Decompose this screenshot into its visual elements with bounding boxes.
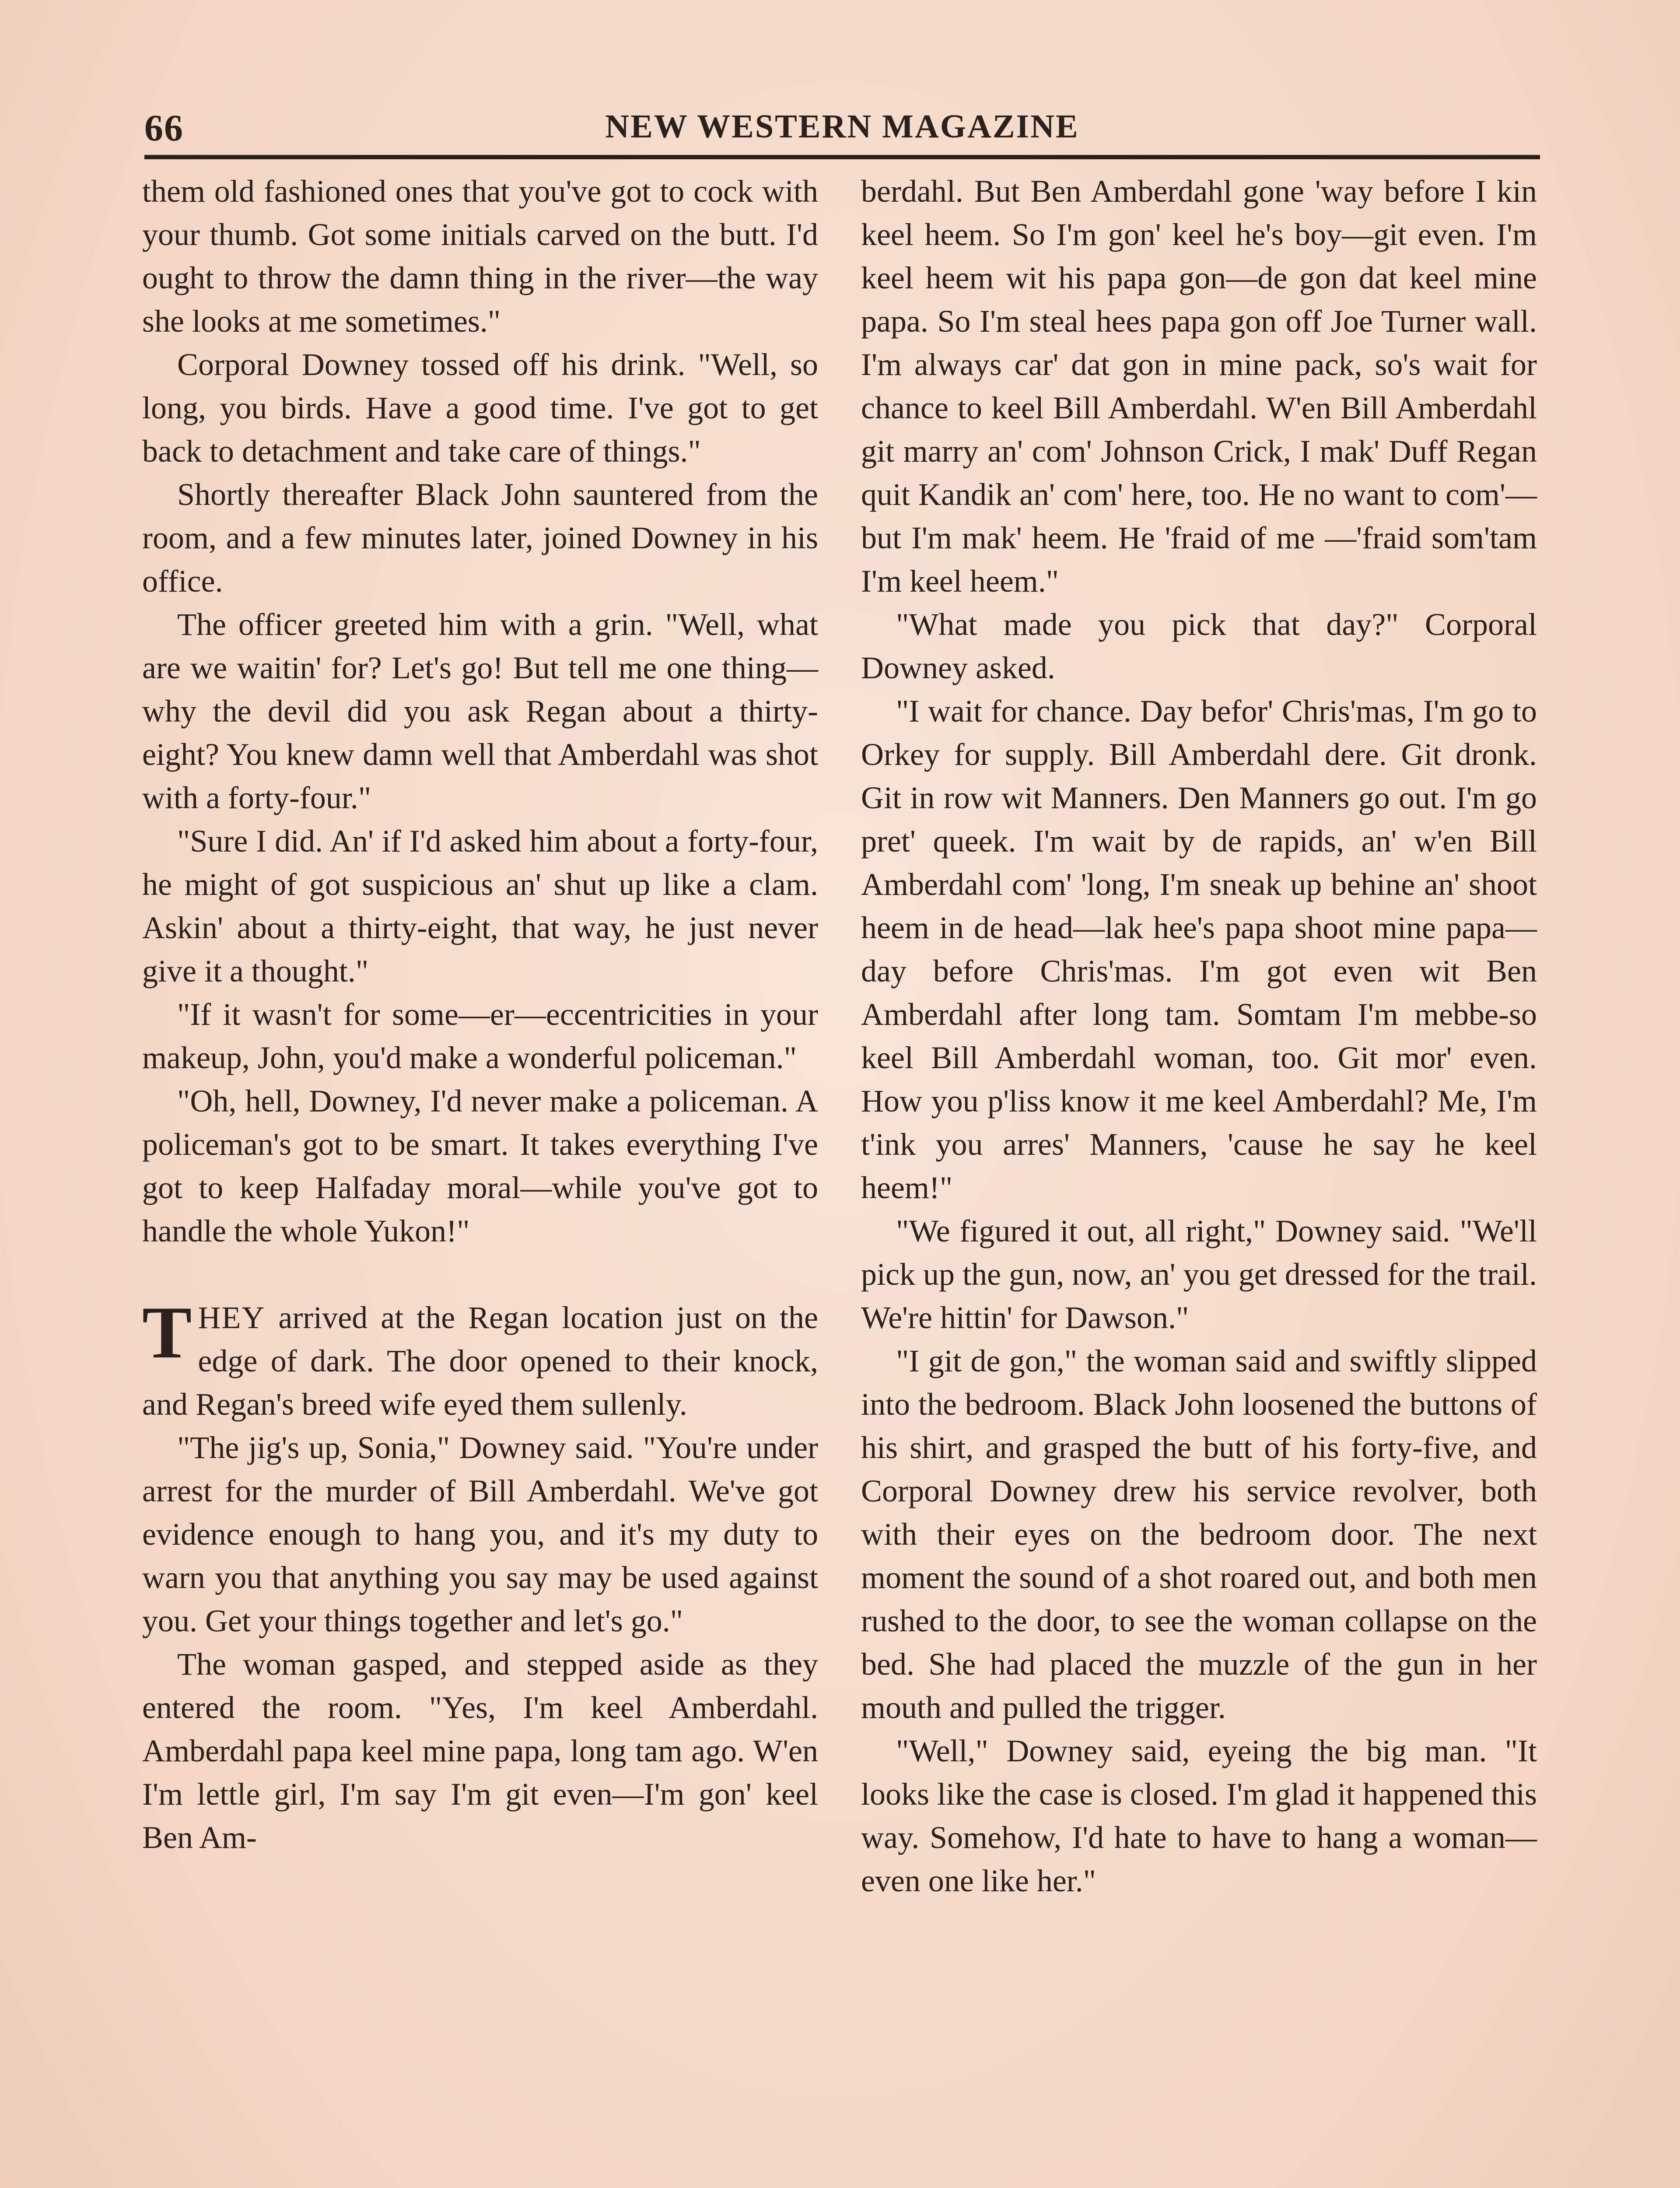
paragraph: The officer greeted him with a grin. "Well, what are we waitin' for? Let's go! But tell me one thing—why the devil did you ask Regan about a thirty-eight? You knew damn well that Amberdahl was shot with a forty-four." xyxy=(142,607,818,815)
paragraph: "The jig's up, Sonia," Downey said. "You're under arrest for the murder of Bill Amberdahl. We've got evidence enough to hang you, and it's my duty to warn you that anything you say may be used against you. Get your things together and let's go." xyxy=(142,1430,818,1638)
paragraph: Shortly thereafter Black John sauntered from the room, and a few minutes later, joined Downey in his office. xyxy=(142,477,818,599)
page-header xyxy=(144,102,1540,154)
right-column xyxy=(861,170,1537,1903)
paragraph: "We figured it out, all right," Downey said. "We'll pick up the gun, now, an' you get dressed for the trail. We're hittin' for Dawson." xyxy=(861,1213,1537,1335)
left-column xyxy=(142,170,818,1859)
magazine-title: NEW WESTERN MAGAZINE xyxy=(605,108,1079,145)
paragraph-text: arrived at the Regan location just on the edge of dark. The door opened to their knock, and Regan's breed wife eyed them sullenly. xyxy=(142,1300,818,1422)
smallcaps-lead: HEY xyxy=(198,1300,266,1335)
page-number: 66 xyxy=(144,107,184,149)
paragraph: berdahl. But Ben Amberdahl gone 'way before I kin keel heem. So I'm gon' keel he's boy—git even. I'm keel heem wit his papa gon—de gon dat keel mine papa. So I'm steal hees papa gon off Joe Turner wall. I'm always car' dat gon in mine pack, so's wait for chance to keel Bill Amberdahl. W'en Bill Amberdahl git marry an' com' Johnson Crick, I mak' Duff Regan quit Kandik an' com' here, too. He no want to com'—but I'm mak' heem. He 'fraid of me —'fraid som'tam I'm keel heem." xyxy=(861,174,1537,599)
drop-cap: T xyxy=(142,1291,192,1374)
paragraph: "Oh, hell, Downey, I'd never make a policeman. A policeman's got to be smart. It takes everything I've got to keep Halfaday moral—while you've got to handle the whole Yukon!" xyxy=(142,1083,818,1248)
paragraph: "Sure I did. An' if I'd asked him about a forty-four, he might of got suspicious an' shut up like a clam. Askin' about a thirty-eight, that way, he just never give it a thought." xyxy=(142,824,818,989)
paragraph: The woman gasped, and stepped aside as they entered the room. "Yes, I'm keel Amberdahl. Amberdahl papa keel mine papa, long tam ago. W'en I'm lettle girl, I'm say I'm git even—I'm gon' keel Ben Am- xyxy=(142,1647,818,1855)
paragraph: "I git de gon," the woman said and swiftly slipped into the bedroom. Black John loosened the buttons of his shirt, and grasped the butt of his forty-five, and Corporal Downey drew his service revolver, both with their eyes on the bedroom door. The next moment the sound of a shot roared out, and both men rushed to the door, to see the woman collapse on the bed. She had placed the muzzle of the gun in her mouth and pulled the trigger. xyxy=(861,1343,1537,1725)
paragraph: "If it wasn't for some—er—eccentricities in your makeup, John, you'd make a wonderful policeman." xyxy=(142,997,818,1075)
section-opening-paragraph xyxy=(142,1291,818,1426)
paragraph: them old fashioned ones that you've got to cock with your thumb. Got some initials carved on the butt. I'd ought to throw the damn thing in the river—the way she looks at me sometimes." xyxy=(142,174,818,339)
paragraph: Corporal Downey tossed off his drink. "Well, so long, you birds. Have a good time. I've got to get back to detachment and take care of things." xyxy=(142,347,818,469)
paragraph: "What made you pick that day?" Corporal Downey asked. xyxy=(861,607,1537,685)
header-rule xyxy=(144,155,1540,159)
paragraph: "I wait for chance. Day befor' Chris'mas, I'm go to Orkey for supply. Bill Amberdahl dere. Git dronk. Git in row wit Manners. Den Manners go out. I'm go pret' queek. I'm wait by de rapids, an' w'en Bill Amberdahl com' 'long, I'm sneak up behine an' shoot heem in de head—lak hee's papa shoot mine papa—day before Chris'mas. I'm got even wit Ben Amberdahl after long tam. Somtam I'm mebbe-so keel Bill Amberdahl woman, too. Git mor' even. How you p'liss know it me keel Amberdahl? Me, I'm t'ink you arres' Manners, 'cause he say he keel heem!" xyxy=(861,694,1537,1205)
paragraph: "Well," Downey said, eyeing the big man. "It looks like the case is closed. I'm glad it happened this way. Somehow, I'd hate to have to hang a woman—even one like her." xyxy=(861,1733,1537,1898)
